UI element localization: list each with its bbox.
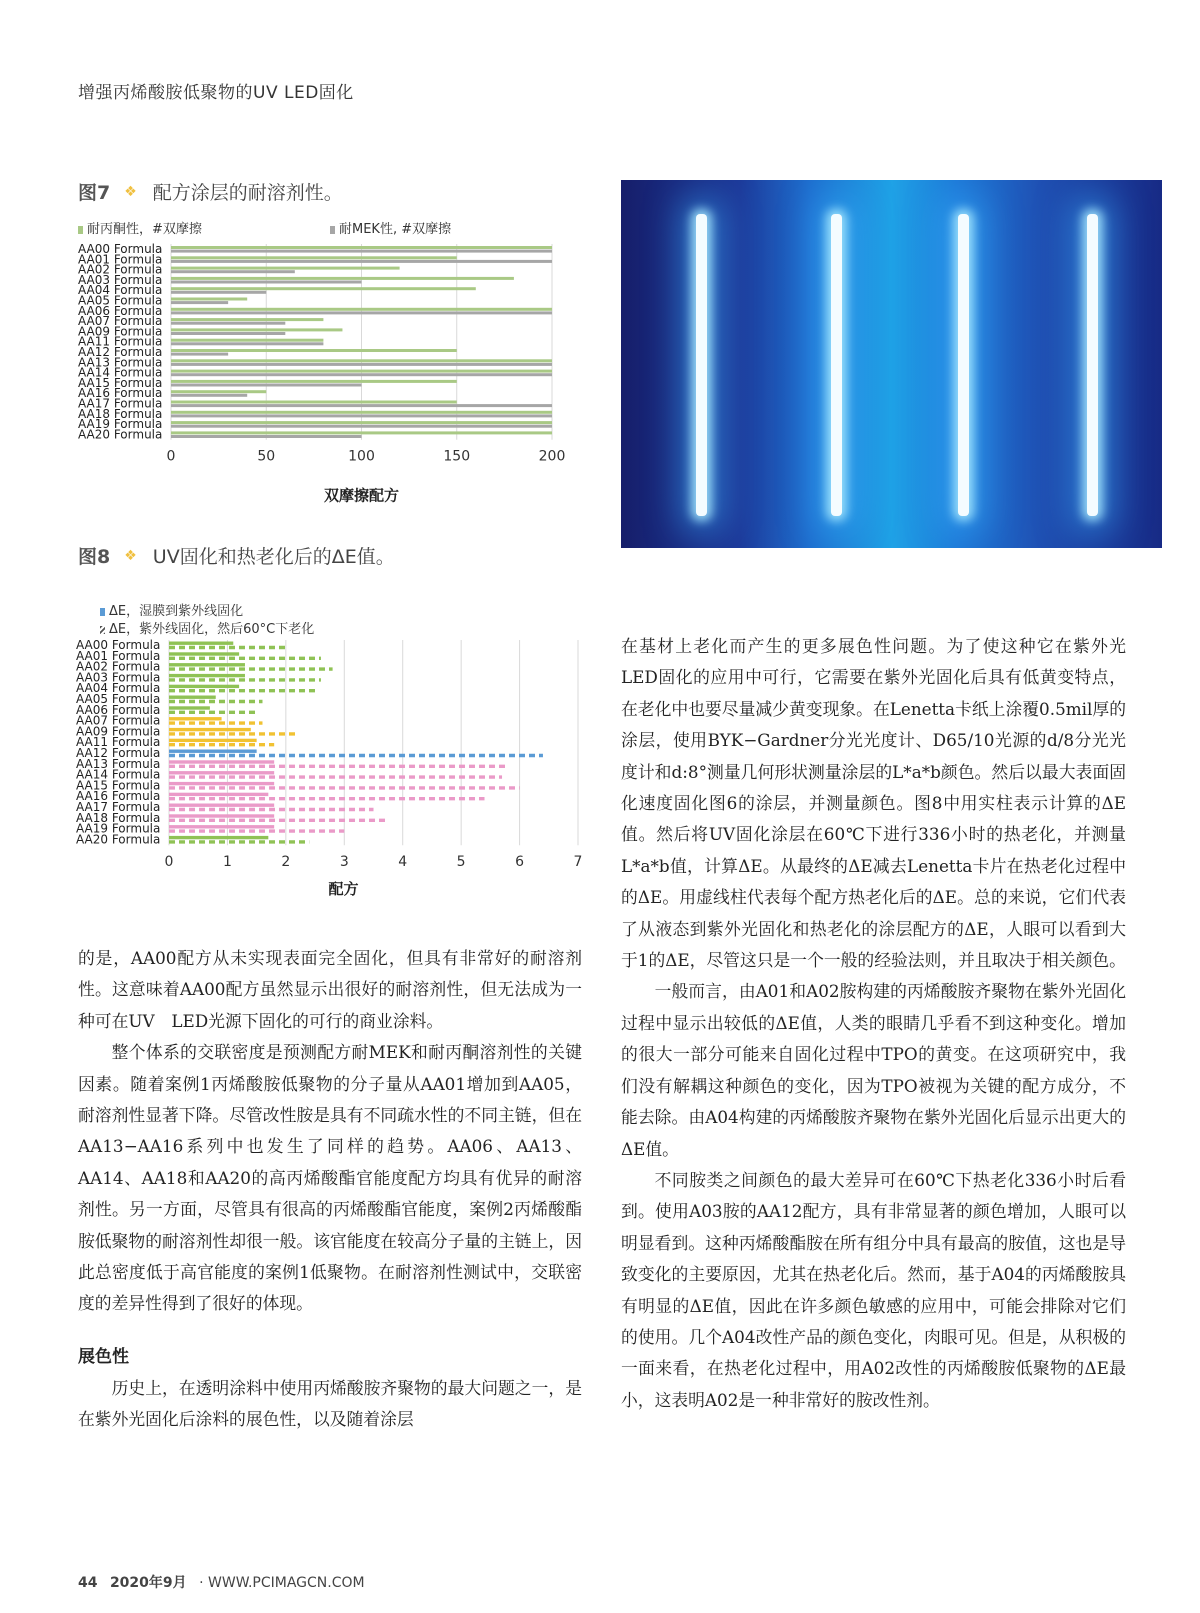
bar-solid-uv-cure <box>169 728 251 731</box>
category-label: AA18 Formula <box>78 406 163 421</box>
paragraph: 一般而言，由A01和A02胺构建的丙烯酸胺齐聚物在紫外光固化过程中显示出较低的ΔE值，人类的眼睛几乎看不到这种变化。增加的很大一部分可能来自固化过程中TPO的黄变。在这项研究中，我们没有解耦这种颜色的变化，因为TPO被视为关键的配方成分，不能去除。由A04构建的丙烯酸胺齐聚物在紫外光固化后显示出更大的ΔE值。 <box>621 981 1126 1159</box>
x-tick-label: 2 <box>281 854 291 871</box>
bar-acetone <box>171 339 323 342</box>
bar-acetone <box>171 318 323 321</box>
bar-acetone <box>171 328 342 331</box>
category-label: AA14 Formula <box>78 365 163 380</box>
fig8-legend-item-dashed <box>100 618 314 637</box>
bar-solid-uv-cure <box>169 663 245 666</box>
bar-solid-uv-cure <box>169 652 239 655</box>
paragraph: 的是，AA00配方从未实现表面完全固化，但具有非常好的耐溶剂性。这意味着AA00配方虽然显示出很好的耐溶剂性，但无法成为一种可在UV LED光源下固化的可行的商业涂料。 <box>78 948 582 1031</box>
uv-tube <box>831 214 842 516</box>
x-tick-label: 200 <box>538 448 566 465</box>
paragraph: 在基材上老化而产生的更多展色性问题。为了使这种它在紫外光LED固化的应用中可行，它需要在紫外光固化后具有低黄变特点，在老化中也要尽量减少黄变现象。在Lenetta卡纸上涂覆0.5mil厚的涂层，使用BYK−Gardner分光光度计、D65/10光源的d/8分光光度计和d:8°测量几何形状测量涂层的L*a*b颜色。然后以最大表面固化速度固化图6的涂层，并测量颜色。图8中用实柱表示计算的ΔE值。然后将UV固化涂层在60℃下进行336小时的热老化，并测量L*a*b值，计算ΔE。从最终的ΔE减去Lenetta卡片在热老化过程中的ΔE。用虚线柱代表每个配方热老化后的ΔE。总的来说，它们代表了从液态到紫外光固化和热老化的涂层配方的ΔE，人眼可以看到大于1的ΔE，尽管这只是一个一般的经验法则，并且取决于相关颜色。 <box>621 636 1126 971</box>
bar-solid-uv-cure <box>169 696 216 699</box>
diamond-icon: ❖ <box>124 183 137 200</box>
category-label: AA19 Formula <box>78 417 163 432</box>
bar-solid-uv-cure <box>169 836 268 839</box>
bar-acetone <box>171 308 552 311</box>
bar-solid-uv-cure <box>169 814 274 817</box>
bar-mek <box>171 332 285 335</box>
legend-swatch <box>100 608 105 616</box>
category-label: AA16 Formula <box>76 789 161 804</box>
bar-mek <box>171 270 295 273</box>
bar-acetone <box>171 411 552 414</box>
bar-mek <box>171 301 228 304</box>
category-label: AA01 Formula <box>78 252 163 267</box>
legend-label: ΔE，紫外线固化，然后60°C下老化 <box>109 622 315 637</box>
legend-label: 耐丙酮性，#双摩擦 <box>87 222 202 237</box>
footer-website: WWW.PCIMAGCN.COM <box>208 1575 365 1591</box>
fig8-title <box>78 542 395 569</box>
x-tick-label: 50 <box>257 448 276 465</box>
bar-solid-uv-cure <box>169 793 268 796</box>
bar-solid-uv-cure <box>169 750 257 753</box>
bar-acetone <box>171 298 247 301</box>
bar-acetone <box>171 421 552 424</box>
bar-mek <box>171 384 362 387</box>
x-tick-label: 6 <box>515 854 525 871</box>
running-header: 增强丙烯酸胺低聚物的UV LED固化 <box>78 83 354 103</box>
x-tick-label: 5 <box>456 854 466 871</box>
category-label: AA05 Formula <box>78 293 163 308</box>
x-tick-label: 150 <box>443 448 471 465</box>
fig8-legend-item-solid <box>100 600 243 619</box>
fig8-number: 图8 <box>78 546 111 568</box>
bar-mek <box>171 373 552 376</box>
bar-solid-uv-cure <box>169 782 274 785</box>
bar-acetone <box>171 246 552 249</box>
uv-lamp-photo <box>621 180 1162 548</box>
category-label: AA03 Formula <box>76 670 161 685</box>
category-label: AA07 Formula <box>76 713 161 728</box>
category-label: AA00 Formula <box>78 242 163 256</box>
category-label: AA09 Formula <box>78 324 163 339</box>
diamond-icon: ❖ <box>124 547 137 564</box>
fig7-title <box>78 178 343 205</box>
category-label: AA15 Formula <box>78 375 163 390</box>
bar-acetone <box>171 349 457 352</box>
bar-solid-uv-cure <box>169 706 210 709</box>
bar-solid-uv-cure <box>169 674 245 677</box>
fig7-legend-item-acetone <box>78 218 202 237</box>
bar-mek <box>171 353 228 356</box>
bar-solid-uv-cure <box>169 804 274 807</box>
category-label: AA06 Formula <box>76 702 161 717</box>
bar-solid-uv-cure <box>169 685 239 688</box>
category-label: AA11 Formula <box>76 735 161 750</box>
bar-mek <box>171 404 552 407</box>
bar-acetone <box>171 431 552 434</box>
category-label: AA17 Formula <box>78 396 163 411</box>
bar-solid-uv-cure <box>169 825 274 828</box>
category-label: AA02 Formula <box>78 262 163 277</box>
category-label: AA13 Formula <box>76 756 161 771</box>
bar-acetone <box>171 256 457 259</box>
bar-mek <box>171 435 362 438</box>
bar-mek <box>171 291 266 294</box>
x-tick-label: 0 <box>166 448 176 465</box>
category-label: AA16 Formula <box>78 386 163 401</box>
bar-acetone <box>171 359 552 362</box>
bar-acetone <box>171 370 552 373</box>
fig7-chart <box>74 240 594 520</box>
category-label: AA18 Formula <box>76 810 161 825</box>
bar-mek <box>171 260 552 263</box>
x-tick-label: 4 <box>398 854 408 871</box>
legend-swatch <box>330 226 335 234</box>
bar-solid-uv-cure <box>169 642 233 645</box>
bar-solid-uv-cure <box>169 717 222 720</box>
x-axis-title: 配方 <box>328 880 359 899</box>
fig8-caption: UV固化和热老化后的ΔE值。 <box>152 546 395 568</box>
fig7-number: 图7 <box>78 182 111 204</box>
category-label: AA04 Formula <box>78 283 163 298</box>
x-tick-label: 0 <box>164 854 174 871</box>
bar-acetone <box>171 267 400 270</box>
bar-solid-uv-cure <box>169 760 274 763</box>
bar-acetone <box>171 277 514 280</box>
fig8-chart <box>74 636 594 906</box>
uv-tube <box>1087 214 1098 516</box>
category-label: AA17 Formula <box>76 800 161 814</box>
category-label: AA06 Formula <box>78 303 163 318</box>
page-number: 44 <box>78 1575 98 1591</box>
bar-acetone <box>171 287 476 290</box>
category-label: AA13 Formula <box>78 355 163 370</box>
category-label: AA00 Formula <box>76 638 161 652</box>
issue-date: 2020年9月 <box>109 1575 187 1591</box>
fig7-caption: 配方涂层的耐溶剂性。 <box>152 182 343 204</box>
bar-mek <box>171 425 552 428</box>
uv-tube <box>696 214 707 516</box>
x-tick-label: 3 <box>339 854 349 871</box>
legend-label: ΔE，湿膜到紫外线固化 <box>109 604 244 619</box>
category-label: AA09 Formula <box>76 724 161 739</box>
bar-solid-uv-cure <box>169 739 257 742</box>
category-label: AA12 Formula <box>78 345 163 359</box>
bar-acetone <box>171 401 457 404</box>
uv-tube <box>958 214 969 516</box>
legend-label: 耐MEK性, #双摩擦 <box>339 222 452 237</box>
x-tick-label: 100 <box>348 448 375 465</box>
bar-mek <box>171 363 552 366</box>
bar-mek <box>171 322 285 325</box>
bar-acetone <box>171 380 457 383</box>
x-axis-title: 双摩擦配方 <box>323 486 400 505</box>
legend-swatch <box>78 226 83 234</box>
category-label: AA11 Formula <box>78 334 163 349</box>
category-label: AA07 Formula <box>78 314 163 329</box>
bar-solid-uv-cure <box>169 771 274 774</box>
category-label: AA15 Formula <box>76 778 161 793</box>
category-label: AA04 Formula <box>76 681 161 696</box>
page-footer <box>78 1572 365 1592</box>
bar-mek <box>171 414 552 417</box>
paragraph: 整个体系的交联密度是预测配方耐MEK和耐丙酮溶剂性的关键因素。随着案例1丙烯酸胺低聚物的分子量从AA01增加到AA05，耐溶剂性显著下降。尽管改性胺是具有不同疏水性的不同主链，但在AA13−AA16系列中也发生了同样的趋势。AA06、AA13、AA14、AA18和AA20的高丙烯酸酯官能度配方均具有优异的耐溶剂性。另一方面，尽管具有很高的丙烯酸酯官能度，案例2丙烯酸酯胺低聚物的耐溶剂性却很一般。该官能度在较高分子量的主链上，因此总密度低于高官能度的案例1低聚物。在耐溶剂性测试中，交联密度的差异性得到了很好的体现。 <box>78 1042 582 1314</box>
bar-mek <box>171 342 323 345</box>
category-label: AA01 Formula <box>76 648 161 663</box>
bar-mek <box>171 394 247 397</box>
bar-mek <box>171 281 362 284</box>
bar-mek <box>171 250 552 253</box>
section-heading: 展色性 <box>78 1346 129 1367</box>
category-label: AA05 Formula <box>76 692 161 706</box>
category-label: AA14 Formula <box>76 767 161 782</box>
bar-mek <box>171 311 552 314</box>
category-label: AA20 Formula <box>76 832 161 847</box>
category-label: AA20 Formula <box>78 427 163 442</box>
paragraph: 历史上，在透明涂料中使用丙烯酸胺齐聚物的最大问题之一，是在紫外光固化后涂料的展色性，以及随着涂层 <box>78 1377 582 1430</box>
bar-acetone <box>171 390 266 393</box>
x-tick-label: 7 <box>573 854 583 871</box>
footer-separator: · <box>199 1575 204 1591</box>
category-label: AA19 Formula <box>76 821 161 836</box>
left-text-column <box>78 943 582 1436</box>
category-label: AA02 Formula <box>76 659 161 674</box>
fig7-legend-item-mek <box>330 218 451 237</box>
x-tick-label: 1 <box>222 854 232 871</box>
category-label: AA12 Formula <box>76 746 161 760</box>
right-text-column <box>621 631 1126 1416</box>
paragraph: 不同胺类之间颜色的最大差异可在60℃下热老化336小时后看到。使用A03胺的AA12配方，具有非常显著的颜色增加，人眼可以明显看到。这种丙烯酸酯胺在所有组分中具有最高的胺值，这也是导致变化的主要原因，尤其在热老化后。然而，基于A04的丙烯酸胺具有明显的ΔE值，因此在许多颜色敏感的应用中，可能会排除对它们的使用。几个A04改性产品的颜色变化，肉眼可见。但是，从积极的一面来看，在热老化过程中，用A02改性的丙烯酸胺低聚物的ΔE最小，这表明A02是一种非常好的胺改性剂。 <box>621 1169 1126 1410</box>
legend-swatch <box>100 626 105 634</box>
category-label: AA03 Formula <box>78 272 163 287</box>
